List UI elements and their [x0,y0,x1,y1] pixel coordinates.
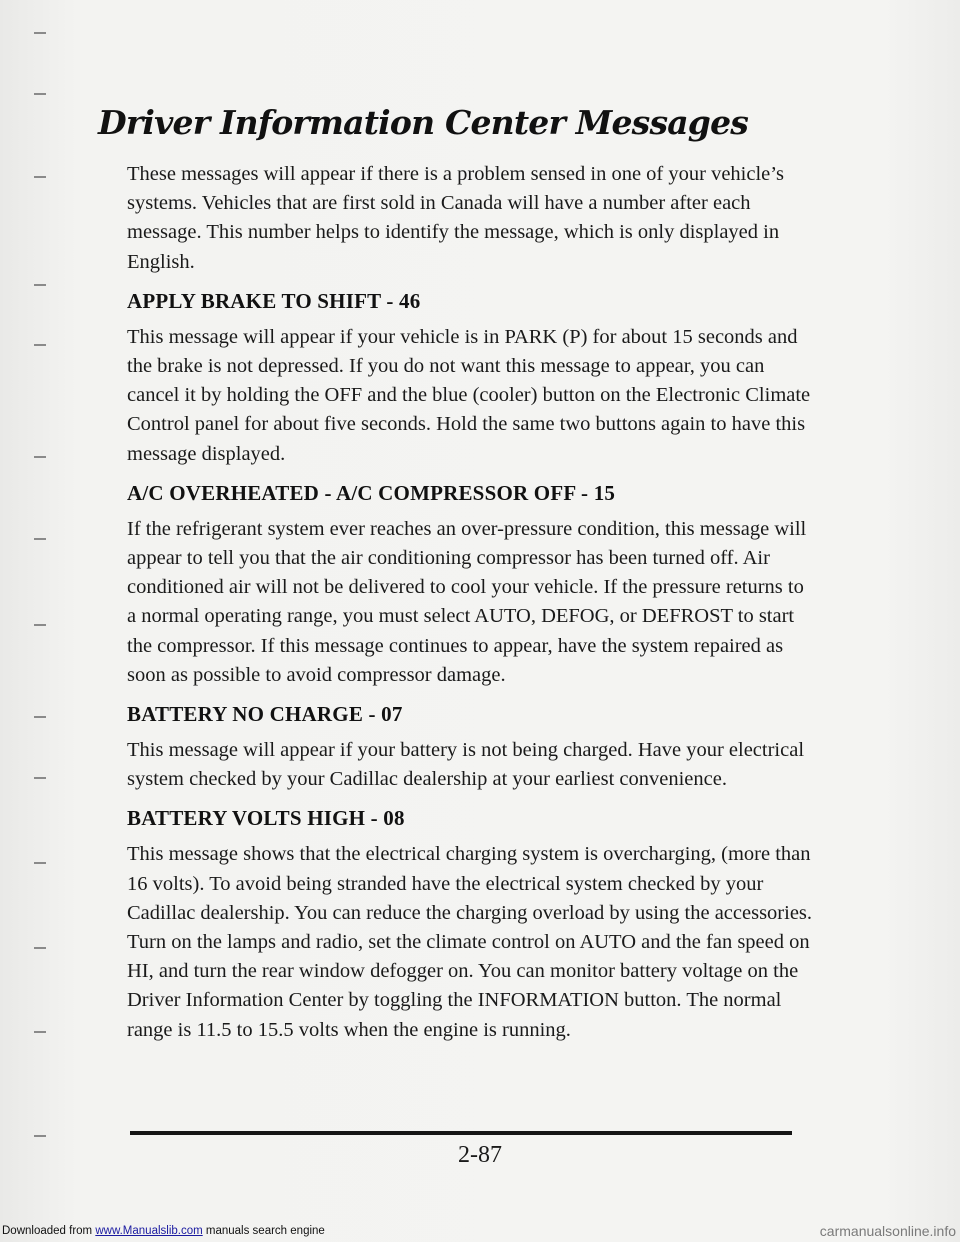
page-title: Driver Information Center Messages [98,103,749,142]
section-body: If the refrigerant system ever reaches an over-pressure condition, this message will appear to tell you that the air conditioning compressor has been turned off. Air conditioned air will not be delivered to cool your vehicle. If the pressure returns to a normal operating range, you must select AUTO, DEFOG, or DEFROST to start the compressor. If this message continues to appear, have the system repaired as soon as possible to avoid compressor damage. [127,517,807,686]
footer-rule [130,1131,792,1135]
margin-mark [34,538,46,540]
margin-mark [34,176,46,178]
margin-mark [34,777,46,779]
margin-mark [34,1135,46,1137]
margin-mark [34,32,46,34]
download-notice [2,1225,325,1237]
margin-mark [34,456,46,458]
margin-mark [34,862,46,864]
section-heading: BATTERY VOLTS HIGH - 08 [127,806,405,831]
section-body: This message will appear if your vehicle is in PARK (P) for about 15 seconds and the brake is not depressed. If you do not want this message to appear, you can cancel it by holding the OFF and the blue (cooler) button on the Electronic Climate Control panel for about five seconds. Hold the same two buttons again to have this message displayed. [127,325,811,465]
page-content [127,160,817,1055]
section-heading: A/C OVERHEATED - A/C COMPRESSOR OFF - 15 [127,480,616,505]
section-heading: BATTERY NO CHARGE - 07 [127,702,403,727]
intro-paragraph: These messages will appear if there is a problem sensed in one of your vehicle’s systems. Vehicles that are first sold in Canada will have a number after each message. This number helps to identify the message, which is only displayed in English. [127,163,784,273]
download-suffix: manuals search engine [202,1225,325,1237]
margin-mark [34,947,46,949]
section-heading: APPLY BRAKE TO SHIFT - 46 [127,288,421,313]
manualslib-link[interactable]: www.Manualslib.com [95,1225,203,1237]
margin-mark [34,624,46,626]
margin-mark [34,1031,46,1033]
margin-mark [34,284,46,286]
watermark: carmanualsonline.info [819,1223,956,1239]
section-body: This message shows that the electrical charging system is overcharging, (more than 16 volts). To avoid being stranded have the electrical system checked by your Cadillac dealership. You can reduce the charging overload by using the accessories. Turn on the lamps and radio, set the climate control on AUTO and the fan speed on HI, and turn the rear window defogger on. You can monitor battery voltage on the Driver Information Center by toggling the INFORMATION button. The normal range is 11.5 to 15.5 volts when the engine is running. [127,843,813,1041]
margin-mark [34,716,46,718]
section-body: This message will appear if your battery is not being charged. Have your electrical system checked by your Cadillac dealership at your earliest convenience. [127,739,805,791]
margin-mark [34,93,46,95]
download-prefix: Downloaded from [2,1225,96,1237]
page-number: 2-87 [458,1142,502,1168]
margin-mark [34,344,46,346]
